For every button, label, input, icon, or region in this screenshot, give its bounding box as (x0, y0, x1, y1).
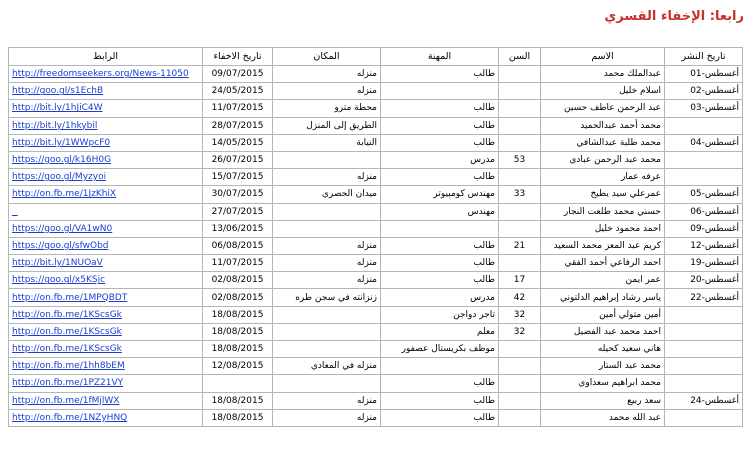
table-row (9, 151, 743, 168)
link-cell (9, 323, 203, 340)
header-hide-date: تاريخ الاخفاء (203, 48, 273, 66)
hide-date-cell: 24/05/2015 (203, 83, 273, 100)
publish-date-cell: أغسطس-09 (665, 220, 743, 237)
empty-link[interactable] (12, 207, 18, 217)
place-cell (273, 151, 381, 168)
source-link[interactable]: http://bit.ly/1hkybil (12, 120, 98, 131)
job-cell: طالب (381, 392, 499, 409)
hide-date-cell: 26/07/2015 (203, 151, 273, 168)
hide-date-cell: 06/08/2015 (203, 237, 273, 254)
table-row (9, 341, 743, 358)
age-cell (499, 203, 541, 220)
age-cell (499, 375, 541, 392)
link-cell (9, 306, 203, 323)
link-cell (9, 255, 203, 272)
table-row (9, 272, 743, 289)
publish-date-cell: أغسطس-01 (665, 66, 743, 83)
hide-date-cell: 02/08/2015 (203, 289, 273, 306)
age-cell (499, 392, 541, 409)
publish-date-cell: أغسطس-02 (665, 83, 743, 100)
link-cell (9, 341, 203, 358)
job-cell: موظف بكريستال عصفور (381, 341, 499, 358)
age-cell (499, 341, 541, 358)
job-cell: معلم (381, 323, 499, 340)
name-cell: سعد ربيع (541, 392, 665, 409)
job-cell: طالب (381, 375, 499, 392)
hide-date-cell: 18/08/2015 (203, 341, 273, 358)
name-cell: عمرعلي سيد يطيخ (541, 186, 665, 203)
source-link[interactable]: http://bit.ly/1hJiC4W (12, 103, 103, 114)
job-cell: طالب (381, 169, 499, 186)
hide-date-cell: 18/08/2015 (203, 392, 273, 409)
job-cell: طالب (381, 66, 499, 83)
table-row (9, 375, 743, 392)
source-link[interactable]: http://on.fb.me/1JzKhiX (12, 189, 117, 200)
header-place: المكان (273, 48, 381, 66)
age-cell: 33 (499, 186, 541, 203)
name-cell: عمر ايمن (541, 272, 665, 289)
source-link[interactable]: https://goo.gl/k16H0G (12, 155, 112, 166)
link-cell (9, 83, 203, 100)
hide-date-cell: 11/07/2015 (203, 100, 273, 117)
job-cell: مهندس (381, 203, 499, 220)
table-row (9, 100, 743, 117)
job-cell (381, 83, 499, 100)
name-cell: عبد الله محمد (541, 409, 665, 426)
age-cell: 21 (499, 237, 541, 254)
place-cell: منزله (273, 66, 381, 83)
link-cell (9, 100, 203, 117)
link-cell (9, 392, 203, 409)
source-link[interactable]: http://on.fb.me/1PZ21VY (12, 378, 124, 389)
link-cell (9, 203, 203, 220)
source-link[interactable]: http://on.fb.me/1KScsGk (12, 309, 122, 320)
hide-date-cell: 18/08/2015 (203, 323, 273, 340)
hide-date-cell: 14/05/2015 (203, 134, 273, 151)
publish-date-cell (665, 409, 743, 426)
age-cell: 53 (499, 151, 541, 168)
name-cell: احمد الرفاعي أحمد الفقي (541, 255, 665, 272)
source-link[interactable]: http://on.fb.me/1KScsGk (12, 326, 122, 337)
job-cell: طالب (381, 100, 499, 117)
source-link[interactable]: http://bit.ly/1WWpcF0 (12, 137, 111, 148)
name-cell: كريم عبد المعز محمد السعيد (541, 237, 665, 254)
hide-date-cell: 18/08/2015 (203, 306, 273, 323)
hide-date-cell: 15/07/2015 (203, 169, 273, 186)
source-link[interactable]: http://freedomseekers.org/News-11050 (12, 69, 189, 80)
place-cell (273, 341, 381, 358)
table-row (9, 220, 743, 237)
publish-date-cell: أغسطس-05 (665, 186, 743, 203)
source-link[interactable]: http://on.fb.me/1NZyHNQ (12, 412, 128, 423)
name-cell: حسني محمد طلعت النجار (541, 203, 665, 220)
hide-date-cell (203, 375, 273, 392)
source-link[interactable]: https://goo.gl/VA1wN0 (12, 223, 113, 234)
place-cell: النيابة (273, 134, 381, 151)
table-row (9, 83, 743, 100)
job-cell (381, 358, 499, 375)
hide-date-cell: 27/07/2015 (203, 203, 273, 220)
source-link[interactable]: https://goo.gl/x5KSjc (12, 275, 106, 286)
link-cell (9, 272, 203, 289)
link-cell (9, 237, 203, 254)
job-cell: طالب (381, 255, 499, 272)
hide-date-cell: 12/08/2015 (203, 358, 273, 375)
link-cell (9, 409, 203, 426)
age-cell (499, 134, 541, 151)
link-cell (9, 134, 203, 151)
place-cell: منزله (273, 392, 381, 409)
place-cell: منزله (273, 409, 381, 426)
place-cell: منزله (273, 83, 381, 100)
place-cell (273, 375, 381, 392)
publish-date-cell (665, 306, 743, 323)
job-cell: تاجر دواجن (381, 306, 499, 323)
publish-date-cell: أغسطس-04 (665, 134, 743, 151)
publish-date-cell (665, 323, 743, 340)
publish-date-cell (665, 341, 743, 358)
age-cell (499, 358, 541, 375)
age-cell (499, 83, 541, 100)
job-cell: مدرس (381, 151, 499, 168)
disappearance-table-container (8, 47, 742, 427)
place-cell: محطة مترو (273, 100, 381, 117)
link-cell (9, 375, 203, 392)
table-row (9, 409, 743, 426)
publish-date-cell: أغسطس-03 (665, 100, 743, 117)
table-row (9, 289, 743, 306)
job-cell: مهندس كومبيوتر (381, 186, 499, 203)
publish-date-cell (665, 151, 743, 168)
age-cell (499, 100, 541, 117)
name-cell: أمين متولي أمين (541, 306, 665, 323)
source-link[interactable]: http://on.fb.me/1fMjlWX (12, 395, 120, 406)
link-cell (9, 186, 203, 203)
source-link[interactable]: https://goo.gl/Myzyoi (12, 172, 107, 183)
age-cell: 42 (499, 289, 541, 306)
place-cell (273, 306, 381, 323)
place-cell: منزله (273, 169, 381, 186)
name-cell: محمد عبد الرحمن عبادي (541, 151, 665, 168)
place-cell (273, 203, 381, 220)
header-publish-date: تاريخ النشر (665, 48, 743, 66)
header-age: السن (499, 48, 541, 66)
place-cell: زنزانته في سجن طره (273, 289, 381, 306)
place-cell: منزله (273, 237, 381, 254)
name-cell: محمد عبد الستار (541, 358, 665, 375)
name-cell: عبد الرحمن عاطف حسين (541, 100, 665, 117)
hide-date-cell: 09/07/2015 (203, 66, 273, 83)
name-cell: محمد ابراهيم سعداوي (541, 375, 665, 392)
link-cell (9, 220, 203, 237)
table-body (9, 66, 743, 427)
place-cell: منزله (273, 255, 381, 272)
job-cell (381, 220, 499, 237)
link-cell (9, 117, 203, 134)
name-cell: عرفه عمار (541, 169, 665, 186)
name-cell: هاني سعيد كحيله (541, 341, 665, 358)
age-cell (499, 66, 541, 83)
job-cell: طالب (381, 134, 499, 151)
age-cell (499, 255, 541, 272)
age-cell (499, 220, 541, 237)
name-cell: محمد أحمد عبدالحميد (541, 117, 665, 134)
source-link[interactable]: http://on.fb.me/1hh8bEM (12, 361, 125, 372)
link-cell (9, 151, 203, 168)
place-cell: منزله (273, 272, 381, 289)
age-cell (499, 117, 541, 134)
source-link[interactable]: http://bit.ly/1NUOaV (12, 258, 103, 269)
job-cell: طالب (381, 117, 499, 134)
link-cell (9, 289, 203, 306)
age-cell (499, 409, 541, 426)
name-cell: اسلام خليل (541, 83, 665, 100)
age-cell: 17 (499, 272, 541, 289)
table-row (9, 203, 743, 220)
age-cell (499, 169, 541, 186)
publish-date-cell: أغسطس-24 (665, 392, 743, 409)
link-cell (9, 169, 203, 186)
publish-date-cell (665, 117, 743, 134)
link-cell (9, 66, 203, 83)
publish-date-cell (665, 169, 743, 186)
place-cell (273, 323, 381, 340)
age-cell: 32 (499, 306, 541, 323)
hide-date-cell: 13/06/2015 (203, 220, 273, 237)
table-row (9, 237, 743, 254)
job-cell: طالب (381, 237, 499, 254)
hide-date-cell: 11/07/2015 (203, 255, 273, 272)
job-cell: طالب (381, 409, 499, 426)
table-row (9, 117, 743, 134)
source-link[interactable]: http://on.fb.me/1MPQBDT (12, 292, 128, 303)
hide-date-cell: 02/08/2015 (203, 272, 273, 289)
publish-date-cell (665, 358, 743, 375)
name-cell: ياسر رشاد إبراهيم الدلتوني (541, 289, 665, 306)
header-name: الاسم (541, 48, 665, 66)
hide-date-cell: 18/08/2015 (203, 409, 273, 426)
age-cell: 32 (499, 323, 541, 340)
table-row (9, 392, 743, 409)
name-cell: محمد طلبة عبدالشافي (541, 134, 665, 151)
publish-date-cell: أغسطس-20 (665, 272, 743, 289)
name-cell: عبدالملك محمد (541, 66, 665, 83)
place-cell: ميدان الحصري (273, 186, 381, 203)
publish-date-cell: أغسطس-22 (665, 289, 743, 306)
header-link: الرابط (9, 48, 203, 66)
table-row (9, 323, 743, 340)
header-row (9, 48, 743, 66)
place-cell (273, 220, 381, 237)
link-cell (9, 358, 203, 375)
publish-date-cell: أغسطس-19 (665, 255, 743, 272)
place-cell: منزله في المعادي (273, 358, 381, 375)
name-cell: احمد محمود خليل (541, 220, 665, 237)
table-row (9, 306, 743, 323)
publish-date-cell (665, 375, 743, 392)
source-link[interactable]: http://goo.gl/s1EchB (12, 86, 104, 97)
publish-date-cell: أغسطس-06 (665, 203, 743, 220)
table-row (9, 66, 743, 83)
table-row (9, 169, 743, 186)
section-title: رابعا: الإخفاء القسري (604, 9, 744, 24)
place-cell: الطريق إلى المنزل (273, 117, 381, 134)
publish-date-cell: أغسطس-12 (665, 237, 743, 254)
source-link[interactable]: http://on.fb.me/1KScsGk (12, 344, 122, 355)
job-cell: طالب (381, 272, 499, 289)
table-row (9, 186, 743, 203)
hide-date-cell: 28/07/2015 (203, 117, 273, 134)
disappearance-table (8, 47, 743, 427)
job-cell: مدرس (381, 289, 499, 306)
source-link[interactable]: https://goo.gl/sfwObd (12, 240, 109, 251)
table-row (9, 134, 743, 151)
name-cell: احمد محمد عبد الفضيل (541, 323, 665, 340)
header-job: المهنة (381, 48, 499, 66)
table-row (9, 255, 743, 272)
table-row (9, 358, 743, 375)
hide-date-cell: 30/07/2015 (203, 186, 273, 203)
